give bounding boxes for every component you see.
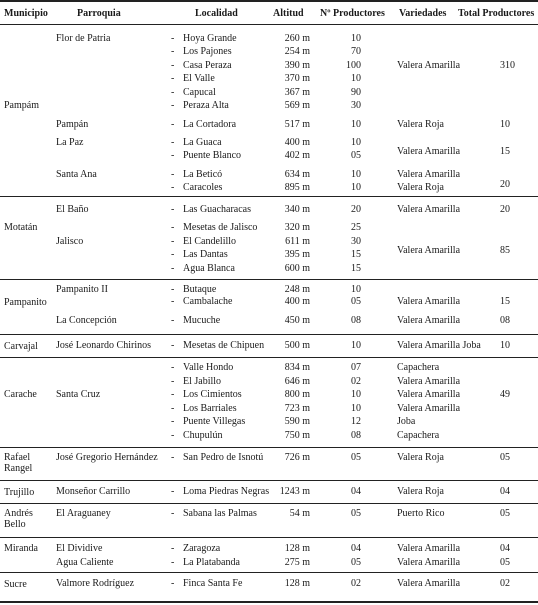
total-cell: 20	[500, 179, 510, 190]
variedad-cell: Valera Amarilla	[397, 169, 461, 180]
municipio-cell: Sucre	[4, 579, 27, 590]
dash-cell: -	[171, 452, 175, 463]
variedad-cell: Valera Amarilla Joba	[397, 340, 481, 351]
productores-cell: 10	[351, 33, 361, 44]
productores-cell: 90	[351, 87, 361, 98]
altitud-cell: 390 m	[284, 60, 310, 71]
parroquia-cell: Monseñor Carrillo	[56, 486, 131, 497]
parroquia-cell: Santa Cruz	[56, 389, 101, 400]
localidad-cell: La Beticó	[183, 169, 223, 180]
productores-cell: 15	[351, 263, 361, 274]
localidad-cell: Mucuche	[183, 315, 221, 326]
localidad-cell: El Jabillo	[183, 376, 222, 387]
dash-cell: -	[171, 284, 175, 295]
variedad-cell: Joba	[397, 416, 416, 427]
altitud-cell: 600 m	[284, 263, 310, 274]
variedad-cell: Capachera	[397, 430, 440, 441]
localidad-cell: Agua Blanca	[183, 263, 235, 274]
altitud-cell: 726 m	[284, 452, 310, 463]
localidad-cell: Los Barriales	[183, 403, 237, 414]
altitud-cell: 517 m	[284, 119, 310, 130]
localidad-cell: La Guaca	[183, 137, 222, 148]
dash-cell: -	[171, 578, 175, 589]
variedad-cell: Valera Amarilla	[397, 296, 461, 307]
productores-cell: 30	[351, 236, 361, 247]
group-rule	[0, 196, 538, 197]
header-municipio: Municipio	[4, 8, 48, 19]
localidad-cell: Capucal	[183, 87, 216, 98]
localidad-cell: Mesetas de Jalisco	[183, 222, 258, 233]
total-cell: 49	[500, 389, 510, 400]
localidad-cell: Loma Piedras Negras	[183, 486, 270, 497]
dash-cell: -	[171, 362, 175, 373]
altitud-cell: 723 m	[284, 403, 310, 414]
parroquia-cell: Valmore Rodríguez	[56, 578, 135, 589]
productores-cell: 07	[351, 362, 361, 373]
altitud-cell: 611 m	[285, 236, 310, 247]
parroquia-cell: Jalisco	[56, 236, 84, 247]
variedad-cell: Valera Roja	[397, 452, 444, 463]
dash-cell: -	[171, 403, 175, 414]
variedad-cell: Valera Amarilla	[397, 376, 461, 387]
altitud-cell: 367 m	[284, 87, 310, 98]
localidad-cell: Las Dantas	[183, 249, 228, 260]
group-rule	[0, 480, 538, 481]
productores-cell: 25	[351, 222, 361, 233]
municipio-cell: Pampám	[4, 100, 39, 111]
localidad-cell: Casa Peraza	[183, 60, 232, 71]
localidad-cell: El Candelillo	[183, 236, 237, 247]
dash-cell: -	[171, 430, 175, 441]
parroquia-cell: José Leonardo Chirinos	[56, 340, 151, 351]
dash-cell: -	[171, 315, 175, 326]
altitud-cell: 340 m	[284, 204, 310, 215]
altitud-cell: 400 m	[284, 296, 310, 307]
productores-cell: 04	[351, 486, 361, 497]
group-rule	[0, 279, 538, 280]
productores-cell: 05	[351, 150, 361, 161]
altitud-cell: 750 m	[284, 430, 310, 441]
localidad-cell: Caracoles	[183, 182, 223, 193]
parroquia-cell: José Gregorio Hernández	[56, 452, 158, 463]
dash-cell: -	[171, 486, 175, 497]
variedad-cell: Valera Amarilla	[397, 557, 461, 568]
productores-cell: 70	[351, 46, 361, 57]
municipio-cell: Carvajal	[4, 341, 38, 352]
group-rule	[0, 572, 538, 573]
parroquia-cell: Pampán	[56, 119, 89, 130]
parroquia-cell: Pampanito II	[56, 284, 108, 295]
localidad-cell: Peraza Alta	[183, 100, 229, 111]
altitud-cell: 275 m	[284, 557, 310, 568]
productores-cell: 05	[351, 296, 361, 307]
variedad-cell: Valera Roja	[397, 182, 444, 193]
parroquia-cell: El Baño	[56, 204, 89, 215]
altitud-cell: 320 m	[284, 222, 310, 233]
header-total: Total Productores	[458, 8, 535, 19]
productores-cell: 05	[351, 508, 361, 519]
productores-cell: 20	[351, 204, 361, 215]
dash-cell: -	[171, 33, 175, 44]
municipio-cell: Andrés Bello	[4, 508, 33, 530]
altitud-cell: 895 m	[284, 182, 310, 193]
productores-cell: 10	[351, 403, 361, 414]
dash-cell: -	[171, 296, 175, 307]
header-localidad: Localidad	[195, 8, 238, 19]
productores-cell: 10	[351, 73, 361, 84]
total-cell: 310	[500, 60, 515, 71]
variedad-cell: Valera Amarilla	[397, 204, 461, 215]
altitud-cell: 400 m	[284, 137, 310, 148]
parroquia-cell: El Dividive	[56, 543, 103, 554]
altitud-cell: 395 m	[284, 249, 310, 260]
header-variedades: Variedades	[399, 8, 447, 19]
dash-cell: -	[171, 508, 175, 519]
localidad-cell: Valle Hondo	[183, 362, 234, 373]
group-rule	[0, 334, 538, 335]
localidad-cell: Las Guacharacas	[183, 204, 252, 215]
parroquia-cell: La Concepción	[56, 315, 117, 326]
dash-cell: -	[171, 222, 175, 233]
altitud-cell: 128 m	[284, 578, 310, 589]
dash-cell: -	[171, 263, 175, 274]
dash-cell: -	[171, 87, 175, 98]
altitud-cell: 834 m	[284, 362, 310, 373]
total-cell: 04	[500, 486, 510, 497]
total-cell: 20	[500, 204, 510, 215]
parroquia-cell: El Araguaney	[56, 508, 111, 519]
altitud-cell: 569 m	[284, 100, 310, 111]
altitud-cell: 248 m	[284, 284, 310, 295]
localidad-cell: Chupulún	[183, 430, 223, 441]
productores-cell: 08	[351, 315, 361, 326]
localidad-cell: La Cortadora	[183, 119, 237, 130]
total-cell: 10	[500, 340, 510, 351]
total-cell: 02	[500, 578, 510, 589]
altitud-cell: 260 m	[284, 33, 310, 44]
municipio-cell: Rafael Rangel	[4, 452, 33, 474]
variedad-cell: Valera Amarilla	[397, 245, 461, 256]
dash-cell: -	[171, 73, 175, 84]
localidad-cell: El Valle	[183, 73, 215, 84]
total-cell: 05	[500, 452, 510, 463]
altitud-cell: 1243 m	[279, 486, 310, 497]
total-cell: 08	[500, 315, 510, 326]
altitud-cell: 370 m	[284, 73, 310, 84]
parroquia-cell: Santa Ana	[56, 169, 97, 180]
dash-cell: -	[171, 557, 175, 568]
productores-cell: 10	[351, 340, 361, 351]
variedad-cell: Valera Roja	[397, 119, 444, 130]
variedad-cell: Valera Amarilla	[397, 403, 461, 414]
total-cell: 04	[500, 543, 510, 554]
productores-cell: 100	[346, 60, 361, 71]
variedad-cell: Valera Roja	[397, 486, 444, 497]
municipio-cell: Pampanito	[4, 297, 47, 308]
productores-cell: 10	[351, 137, 361, 148]
productores-cell: 08	[351, 430, 361, 441]
header-productores: Nº Productores	[320, 8, 385, 19]
municipio-cell: Motatán	[4, 222, 38, 233]
total-cell: 15	[500, 146, 510, 157]
group-rule	[0, 447, 538, 448]
variedad-cell: Valera Amarilla	[397, 389, 461, 400]
altitud-cell: 590 m	[284, 416, 310, 427]
localidad-cell: Puente Blanco	[183, 150, 242, 161]
localidad-cell: San Pedro de Isnotú	[183, 452, 264, 463]
variedad-cell: Capachera	[397, 362, 440, 373]
productores-cell: 10	[351, 284, 361, 295]
dash-cell: -	[171, 119, 175, 130]
variedad-cell: Valera Amarilla	[397, 146, 461, 157]
municipio-cell: Trujillo	[4, 487, 35, 498]
altitud-cell: 800 m	[284, 389, 310, 400]
localidad-cell: Butaque	[183, 284, 217, 295]
total-cell: 15	[500, 296, 510, 307]
dash-cell: -	[171, 46, 175, 57]
dash-cell: -	[171, 60, 175, 71]
productores-cell: 10	[351, 119, 361, 130]
productores-cell: 10	[351, 169, 361, 180]
altitud-cell: 254 m	[284, 46, 310, 57]
parroquia-cell: Flor de Patria	[56, 33, 111, 44]
localidad-cell: Mesetas de Chipuen	[183, 340, 265, 351]
total-cell: 05	[500, 508, 510, 519]
dash-cell: -	[171, 249, 175, 260]
dash-cell: -	[171, 340, 175, 351]
header-altitud: Altitud	[273, 8, 304, 19]
localidad-cell: Los Pajones	[183, 46, 232, 57]
municipio-cell: Miranda	[4, 543, 38, 554]
dash-cell: -	[171, 389, 175, 400]
altitud-cell: 450 m	[284, 315, 310, 326]
productores-cell: 02	[351, 578, 361, 589]
total-cell: 85	[500, 245, 510, 256]
variedad-cell: Valera Amarilla	[397, 315, 461, 326]
localidad-cell: Sabana las Palmas	[183, 508, 257, 519]
productores-cell: 05	[351, 452, 361, 463]
productores-cell: 10	[351, 182, 361, 193]
dash-cell: -	[171, 543, 175, 554]
header-rule	[0, 24, 538, 25]
localidad-cell: Finca Santa Fe	[183, 578, 243, 589]
dash-cell: -	[171, 169, 175, 180]
bottom-rule	[0, 601, 538, 603]
group-rule	[0, 537, 538, 538]
dash-cell: -	[171, 376, 175, 387]
productores-cell: 15	[351, 249, 361, 260]
variedad-cell: Valera Amarilla	[397, 543, 461, 554]
dash-cell: -	[171, 137, 175, 148]
total-cell: 10	[500, 119, 510, 130]
dash-cell: -	[171, 236, 175, 247]
municipio-cell: Carache	[4, 389, 37, 400]
localidad-cell: Los Cimientos	[183, 389, 242, 400]
localidad-cell: La Platabanda	[183, 557, 240, 568]
altitud-cell: 402 m	[284, 150, 310, 161]
altitud-cell: 500 m	[284, 340, 310, 351]
variedad-cell: Valera Amarilla	[397, 60, 461, 71]
altitud-cell: 634 m	[284, 169, 310, 180]
altitud-cell: 54 m	[289, 508, 310, 519]
group-rule	[0, 503, 538, 504]
productores-cell: 02	[351, 376, 361, 387]
altitud-cell: 128 m	[284, 543, 310, 554]
dash-cell: -	[171, 150, 175, 161]
parroquia-cell: La Paz	[56, 137, 84, 148]
variedad-cell: Puerto Rico	[397, 508, 445, 519]
localidad-cell: Puente Villegas	[183, 416, 246, 427]
group-rule	[0, 357, 538, 358]
productores-cell: 12	[351, 416, 361, 427]
parroquia-cell: Agua Caliente	[56, 557, 114, 568]
dash-cell: -	[171, 182, 175, 193]
localidad-cell: Zaragoza	[183, 543, 221, 554]
dash-cell: -	[171, 416, 175, 427]
dash-cell: -	[171, 204, 175, 215]
localidad-cell: Cambalache	[183, 296, 233, 307]
productores-cell: 30	[351, 100, 361, 111]
productores-cell: 04	[351, 543, 361, 554]
variedad-cell: Valera Amarilla	[397, 578, 461, 589]
altitud-cell: 646 m	[284, 376, 310, 387]
productores-cell: 05	[351, 557, 361, 568]
total-cell: 05	[500, 557, 510, 568]
header-parroquia: Parroquia	[77, 8, 121, 19]
productores-cell: 10	[351, 389, 361, 400]
dash-cell: -	[171, 100, 175, 111]
top-rule	[0, 0, 538, 2]
localidad-cell: Hoya Grande	[183, 33, 237, 44]
